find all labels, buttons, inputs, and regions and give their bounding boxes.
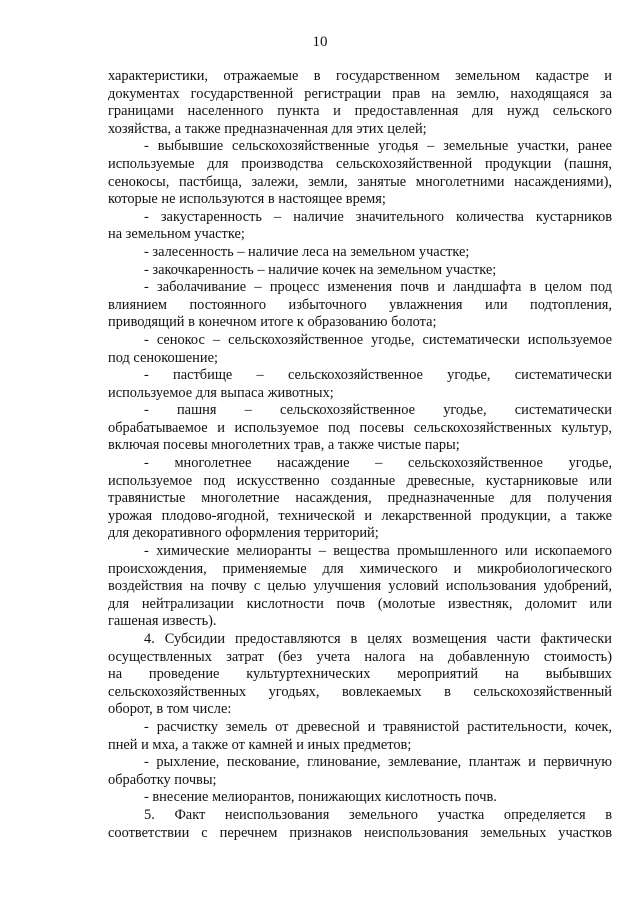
text-line: - закустаренность – наличие значительного количества кустарников bbox=[144, 208, 612, 225]
text-line: - химические мелиоранты – вещества промышленного или ископаемого bbox=[144, 543, 612, 560]
text-line: сенокосы, пастбища, залежи, земли, занятые многолетними насаждениями), bbox=[108, 173, 612, 190]
text-line: - заболачивание – процесс изменения почв и ландшафта в целом под bbox=[144, 279, 612, 296]
text-line: влиянием постоянного избыточного увлажнения или подтопления, bbox=[108, 296, 612, 313]
text-line: травянистые многолетние насаждения, предназначенные для получения bbox=[108, 490, 612, 507]
text-line: 4. Субсидии предоставляются в целях возмещения части фактически bbox=[144, 631, 612, 647]
text-line: - закочкаренность – наличие кочек на земельном участке; bbox=[144, 261, 497, 278]
text-line: - рыхление, пескование, глинование, землевание, плантаж и первичную bbox=[144, 754, 612, 771]
text-line: обрабатываемое и используемое под посевы сельскохозяйственных культур, bbox=[108, 419, 612, 436]
text-line: соответствии с перечнем признаков неиспользования земельных участков bbox=[108, 824, 612, 841]
text-line: под сенокошение; bbox=[108, 349, 218, 366]
text-line: которые не используются в настоящее время; bbox=[108, 191, 386, 208]
text-line: оборот, в том числе: bbox=[108, 701, 232, 718]
text-line: используемые для производства сельскохозяйственной продукции (пашня, bbox=[108, 155, 612, 172]
text-line: 5. Факт неиспользования земельного участка определяется в bbox=[144, 806, 612, 823]
text-line: для нейтрализации кислотности почв (молотые известняк, доломит или bbox=[108, 595, 612, 612]
text-line: на земельном участке; bbox=[108, 226, 245, 243]
text-line: - пашня – сельскохозяйственное угодье, систематически bbox=[144, 402, 612, 419]
text-line: происхождения, применяемые для химического и микробиологического bbox=[108, 560, 612, 577]
text-line: - пастбище – сельскохозяйственное угодье, систематически bbox=[144, 367, 612, 384]
text-line: приводящий в конечном итоге к образованию болота; bbox=[108, 314, 437, 331]
text-line: используемое под искусственно созданные древесные, кустарниковые или bbox=[108, 472, 612, 489]
text-line: характеристики, отражаемые в государственном земельном кадастре и bbox=[108, 68, 612, 84]
text-line: обработку почвы; bbox=[108, 771, 217, 788]
text-line: - внесение мелиорантов, понижающих кислотность почв. bbox=[144, 789, 497, 806]
text-line: - залесенность – наличие леса на земельном участке; bbox=[144, 243, 470, 260]
text-line: - сенокос – сельскохозяйственное угодье, систематически используемое bbox=[144, 331, 612, 348]
page-number: 10 bbox=[312, 34, 328, 50]
text-line: границами населенного пункта и предоставленная для нужд сельского bbox=[108, 103, 612, 120]
text-line: на проведение культуртехнических мероприятий на выбывших bbox=[108, 666, 612, 683]
text-line: включая посевы многолетних трав, а также чистые пары; bbox=[108, 437, 460, 454]
text-line: пней и мха, а также от камней и иных предметов; bbox=[108, 736, 412, 753]
text-line: документах государственной регистрации прав на землю, находящаяся за bbox=[108, 85, 612, 102]
text-line: - многолетнее насаждение – сельскохозяйственное угодье, bbox=[144, 455, 612, 472]
text-line: сельскохозяйственных угодьях, вовлекаемых в сельскохозяйственный bbox=[108, 683, 612, 700]
text-line: используемое для выпаса животных; bbox=[108, 384, 334, 401]
text-line: урожая плодово-ягодной, технической и лекарственной продукции, а также bbox=[108, 507, 612, 524]
text-line: для декоративного оформления территорий; bbox=[108, 525, 379, 542]
text-line: гашеная известь). bbox=[108, 613, 217, 630]
body-text bbox=[108, 68, 612, 842]
text-line: - выбывшие сельскохозяйственные угодья – земельные участки, ранее bbox=[144, 138, 612, 155]
text-line: хозяйства, а также предназначенная для этих целей; bbox=[108, 120, 427, 137]
text-line: - расчистку земель от древесной и травянистой растительности, кочек, bbox=[144, 718, 612, 735]
text-line: воздействия на почву с целью улучшения условий использования удобрений, bbox=[108, 578, 612, 595]
text-line: осуществленных затрат (без учета налога на добавленную стоимость) bbox=[108, 648, 612, 665]
